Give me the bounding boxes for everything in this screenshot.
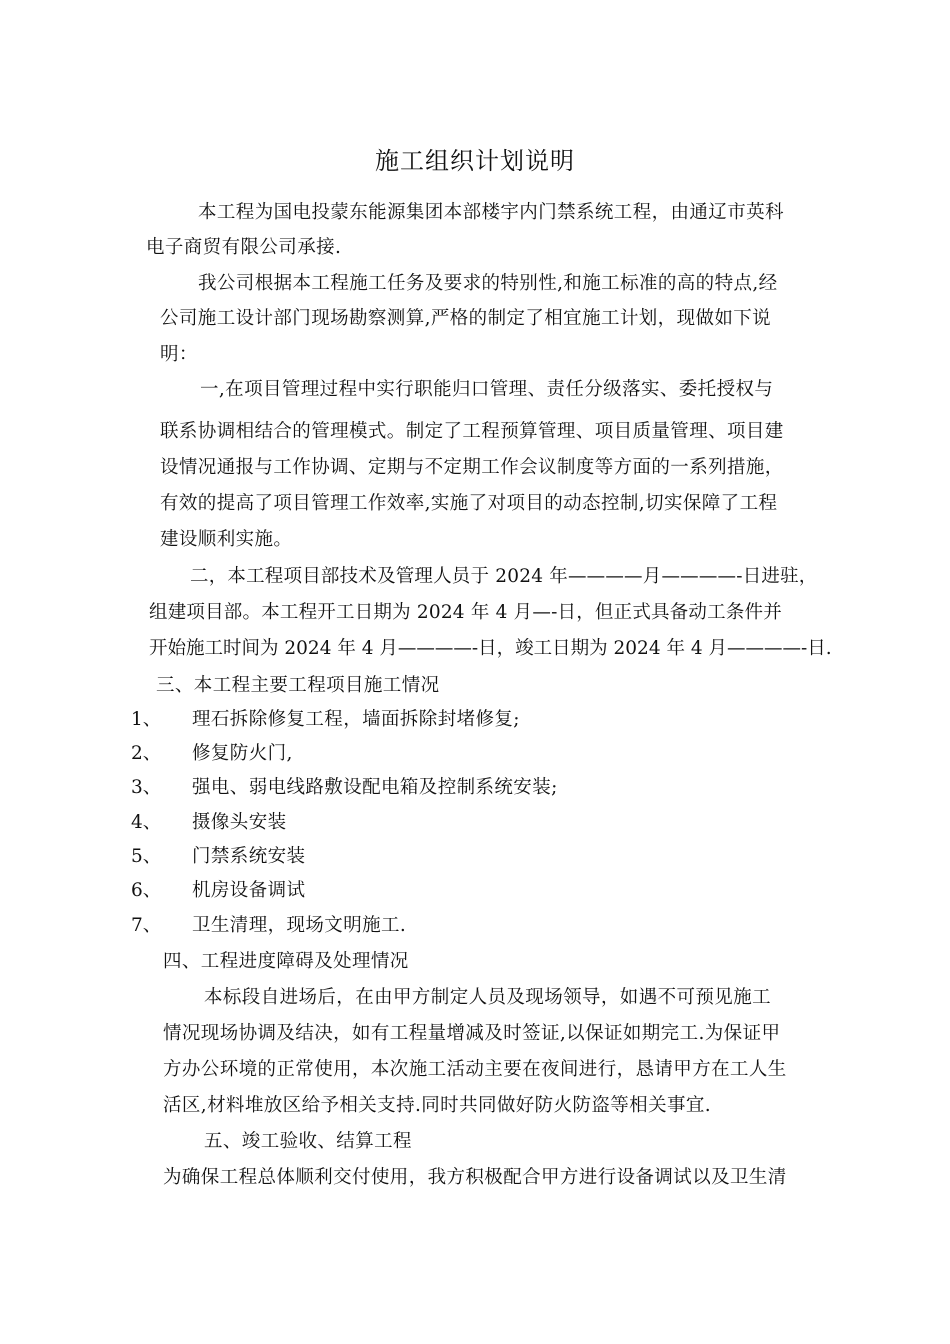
list-item-number: 1、 [131,709,162,730]
section2-line-1: 二，本工程项目部技术及管理人员于 2024 年————月————-日进驻， [190,566,818,587]
intro-line-1: 本工程为国电投蒙东能源集团本部楼宇内门禁系统工程，由通辽市英科 [198,202,784,223]
basis-line-3: 明： [160,344,198,365]
section1-line-4: 有效的提高了项目管理工作效率,实施了对项目的动态控制,切实保障了工程 [160,493,778,514]
section4-line-1: 本标段自进场后，在由甲方制定人员及现场领导，如遇不可预见施工 [204,987,772,1008]
section1-line-5: 建设顺利实施。 [160,529,293,550]
section3-heading: 三、本工程主要工程项目施工情况 [156,675,440,696]
list-item-text: 卫生清理，现场文明施工. [192,915,407,936]
section4-line-3: 方办公环境的正常使用，本次施工活动主要在夜间进行，恳请甲方在工人生 [163,1059,787,1080]
list-item-text: 摄像头安装 [192,812,287,833]
list-item-text: 修复防火门, [192,743,293,764]
list-item-text: 门禁系统安装 [192,846,306,867]
section1-line-3: 设情况通报与工作协调、定期与不定期工作会议制度等方面的一系列措施， [160,457,784,478]
section1-line-1: 一,在项目管理过程中实行职能归口管理、责任分级落实、委托授权与 [200,379,774,400]
section2-line-2: 组建项目部。本工程开工日期为 2024 年 4 月—-日，但正式具备动工条件并 [149,602,782,623]
basis-line-1: 我公司根据本工程施工任务及要求的特别性,和施工标准的高的特点,经 [198,273,778,294]
section4-heading: 四、工程进度障碍及处理情况 [163,951,409,972]
section5-heading: 五、竣工验收、结算工程 [204,1131,412,1152]
list-item-number: 7、 [131,915,162,936]
section5-line-1: 为确保工程总体顺利交付使用，我方积极配合甲方进行设备调试以及卫生清 [163,1167,787,1188]
list-item-text: 理石拆除修复工程，墙面拆除封堵修复; [192,709,520,730]
intro-line-2: 电子商贸有限公司承接. [146,237,342,258]
list-item-text: 强电、弱电线路敷设配电箱及控制系统安装; [192,777,558,798]
list-item-number: 6、 [131,880,162,901]
section1-line-2: 联系协调相结合的管理模式。制定了工程预算管理、项目质量管理、项目建 [160,421,784,442]
list-item-text: 机房设备调试 [192,880,306,901]
list-item-number: 4、 [131,812,162,833]
section4-line-2: 情况现场协调及结决，如有工程量增减及时签证,以保证如期完工.为保证甲 [163,1023,781,1044]
document-title: 施工组织计划说明 [375,147,575,175]
list-item-number: 5、 [131,846,162,867]
list-item-number: 3、 [131,777,162,798]
section4-line-4: 活区,材料堆放区给予相关支持.同时共同做好防火防盗等相关事宜. [163,1095,712,1116]
section2-line-3: 开始施工时间为 2024 年 4 月————-日，竣工日期为 2024 年 4 月————-日. [149,638,832,659]
list-item-number: 2、 [131,743,162,764]
basis-line-2: 公司施工设计部门现场勘察测算,严格的制定了相宜施工计划，现做如下说 [160,308,772,329]
